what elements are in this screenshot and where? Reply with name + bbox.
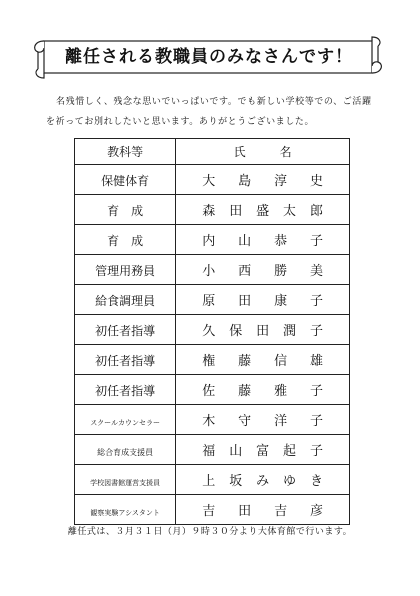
subject-cell — [75, 345, 176, 375]
name-char: 守 — [238, 414, 252, 429]
subject-label: 給食調理員 — [95, 294, 156, 308]
subject-label: 総合育成支援員 — [97, 448, 154, 457]
staff-name — [176, 470, 349, 489]
subject-label: 育 成 — [107, 204, 144, 218]
name-char: 美 — [309, 264, 323, 279]
intro-line-2: を祈ってお別れしたいと思います。ありがとうございました。 — [46, 117, 315, 127]
name-char: 山 — [238, 234, 252, 249]
name-char: 佐 — [202, 384, 216, 399]
subject-cell — [75, 225, 176, 255]
name-char: 雄 — [309, 354, 323, 369]
staff-name — [176, 500, 349, 519]
name-char: 西 — [238, 264, 252, 279]
subject-cell — [75, 405, 176, 435]
staff-name — [176, 440, 349, 459]
table-row — [75, 225, 350, 255]
table-row — [75, 495, 350, 525]
name-char: 坂 — [229, 474, 243, 489]
name-char: 恭 — [274, 234, 288, 249]
name-char: 木 — [202, 414, 216, 429]
header-subject: 教科等 — [75, 139, 176, 165]
subject-label: 初任者指導 — [95, 354, 156, 368]
name-char: 藤 — [238, 384, 252, 399]
name-char: 子 — [309, 444, 323, 459]
name-char: 田 — [238, 294, 252, 309]
name-cell — [176, 465, 350, 495]
name-char: 田 — [238, 504, 252, 519]
name-cell — [176, 405, 350, 435]
subject-cell — [75, 195, 176, 225]
name-char: 信 — [274, 354, 288, 369]
name-cell — [176, 375, 350, 405]
name-char: ゆ — [283, 474, 297, 489]
name-char: 淳 — [274, 174, 288, 189]
subject-cell — [75, 165, 176, 195]
name-char: 子 — [309, 234, 323, 249]
header-name-char: 氏 — [233, 145, 246, 159]
name-cell — [176, 225, 350, 255]
name-char: 権 — [202, 354, 216, 369]
staff-name — [176, 230, 349, 249]
name-char: 洋 — [274, 414, 288, 429]
name-cell — [176, 315, 350, 345]
staff-name — [176, 200, 349, 219]
name-cell — [176, 435, 350, 465]
name-char: 吉 — [274, 504, 288, 519]
name-char: 内 — [202, 234, 216, 249]
table-row — [75, 435, 350, 465]
name-char: 吉 — [202, 504, 216, 519]
name-char: 上 — [202, 474, 216, 489]
staff-name — [176, 290, 349, 309]
staff-name — [176, 260, 349, 279]
name-char: 小 — [202, 264, 216, 279]
name-char: 康 — [274, 294, 288, 309]
table-row — [75, 405, 350, 435]
name-char: 富 — [256, 444, 270, 459]
subject-cell — [75, 495, 176, 525]
subject-cell — [75, 465, 176, 495]
name-char: 郎 — [309, 204, 323, 219]
name-cell — [176, 195, 350, 225]
name-char: 島 — [238, 174, 252, 189]
page-title: 離任される教職員のみなさんです！ — [65, 47, 353, 67]
name-cell — [176, 285, 350, 315]
name-char: 子 — [309, 384, 323, 399]
name-char: 勝 — [274, 264, 288, 279]
table-row — [75, 345, 350, 375]
title-banner — [30, 36, 386, 80]
table-row — [75, 465, 350, 495]
name-cell — [176, 165, 350, 195]
staff-name — [176, 350, 349, 369]
name-char: 子 — [309, 294, 323, 309]
staff-name — [176, 410, 349, 429]
name-char: 雅 — [274, 384, 288, 399]
name-char: 久 — [202, 324, 216, 339]
subject-cell — [75, 315, 176, 345]
name-char: 森 — [202, 204, 216, 219]
subject-label: 学校図書館運営支援員 — [90, 479, 161, 487]
name-char: 彦 — [309, 504, 323, 519]
subject-label: スクールカウンセラー — [90, 419, 161, 427]
subject-label: 保健体育 — [101, 174, 150, 188]
farewell-ceremony-note: 離任式は、３月３１日（月）９時３０分より大体育館で行います。 — [67, 527, 353, 537]
staff-name — [176, 380, 349, 399]
name-char: 起 — [283, 444, 297, 459]
intro-message — [46, 92, 386, 132]
name-cell — [176, 495, 350, 525]
name-char: 子 — [309, 414, 323, 429]
name-char: 藤 — [238, 354, 252, 369]
name-char: 山 — [229, 444, 243, 459]
name-char: 福 — [202, 444, 216, 459]
name-char: 田 — [256, 324, 270, 339]
table-row — [75, 315, 350, 345]
subject-cell — [75, 285, 176, 315]
name-char: 史 — [309, 174, 323, 189]
subject-label: 初任者指導 — [95, 384, 156, 398]
header-name — [176, 139, 350, 165]
name-char: 原 — [202, 294, 216, 309]
staff-table — [74, 138, 350, 525]
table-row — [75, 375, 350, 405]
name-char: 太 — [283, 204, 297, 219]
header-name-char: 名 — [279, 145, 292, 159]
name-char: 田 — [229, 204, 243, 219]
table-row — [75, 195, 350, 225]
subject-cell — [75, 255, 176, 285]
name-char: 保 — [229, 324, 243, 339]
table-row — [75, 255, 350, 285]
name-char: 大 — [202, 174, 216, 189]
name-char: 盛 — [256, 204, 270, 219]
name-char: 子 — [309, 324, 323, 339]
table-row — [75, 165, 350, 195]
name-char: 潤 — [283, 324, 297, 339]
subject-label: 育 成 — [107, 234, 144, 248]
table-row — [75, 285, 350, 315]
staff-name — [176, 320, 349, 339]
subject-label: 管理用務員 — [95, 264, 156, 278]
staff-name — [176, 170, 349, 189]
name-cell — [176, 345, 350, 375]
name-char: み — [256, 474, 270, 489]
name-char: き — [309, 474, 323, 489]
subject-label: 観察実験アシスタント — [90, 509, 160, 517]
table-header-row — [75, 139, 350, 165]
name-cell — [176, 255, 350, 285]
subject-cell — [75, 435, 176, 465]
subject-label: 初任者指導 — [95, 324, 156, 338]
intro-line-1: 名残惜しく、残念な思いでいっぱいです。でも新しい学校等での、ご活躍 — [56, 97, 372, 107]
subject-cell — [75, 375, 176, 405]
